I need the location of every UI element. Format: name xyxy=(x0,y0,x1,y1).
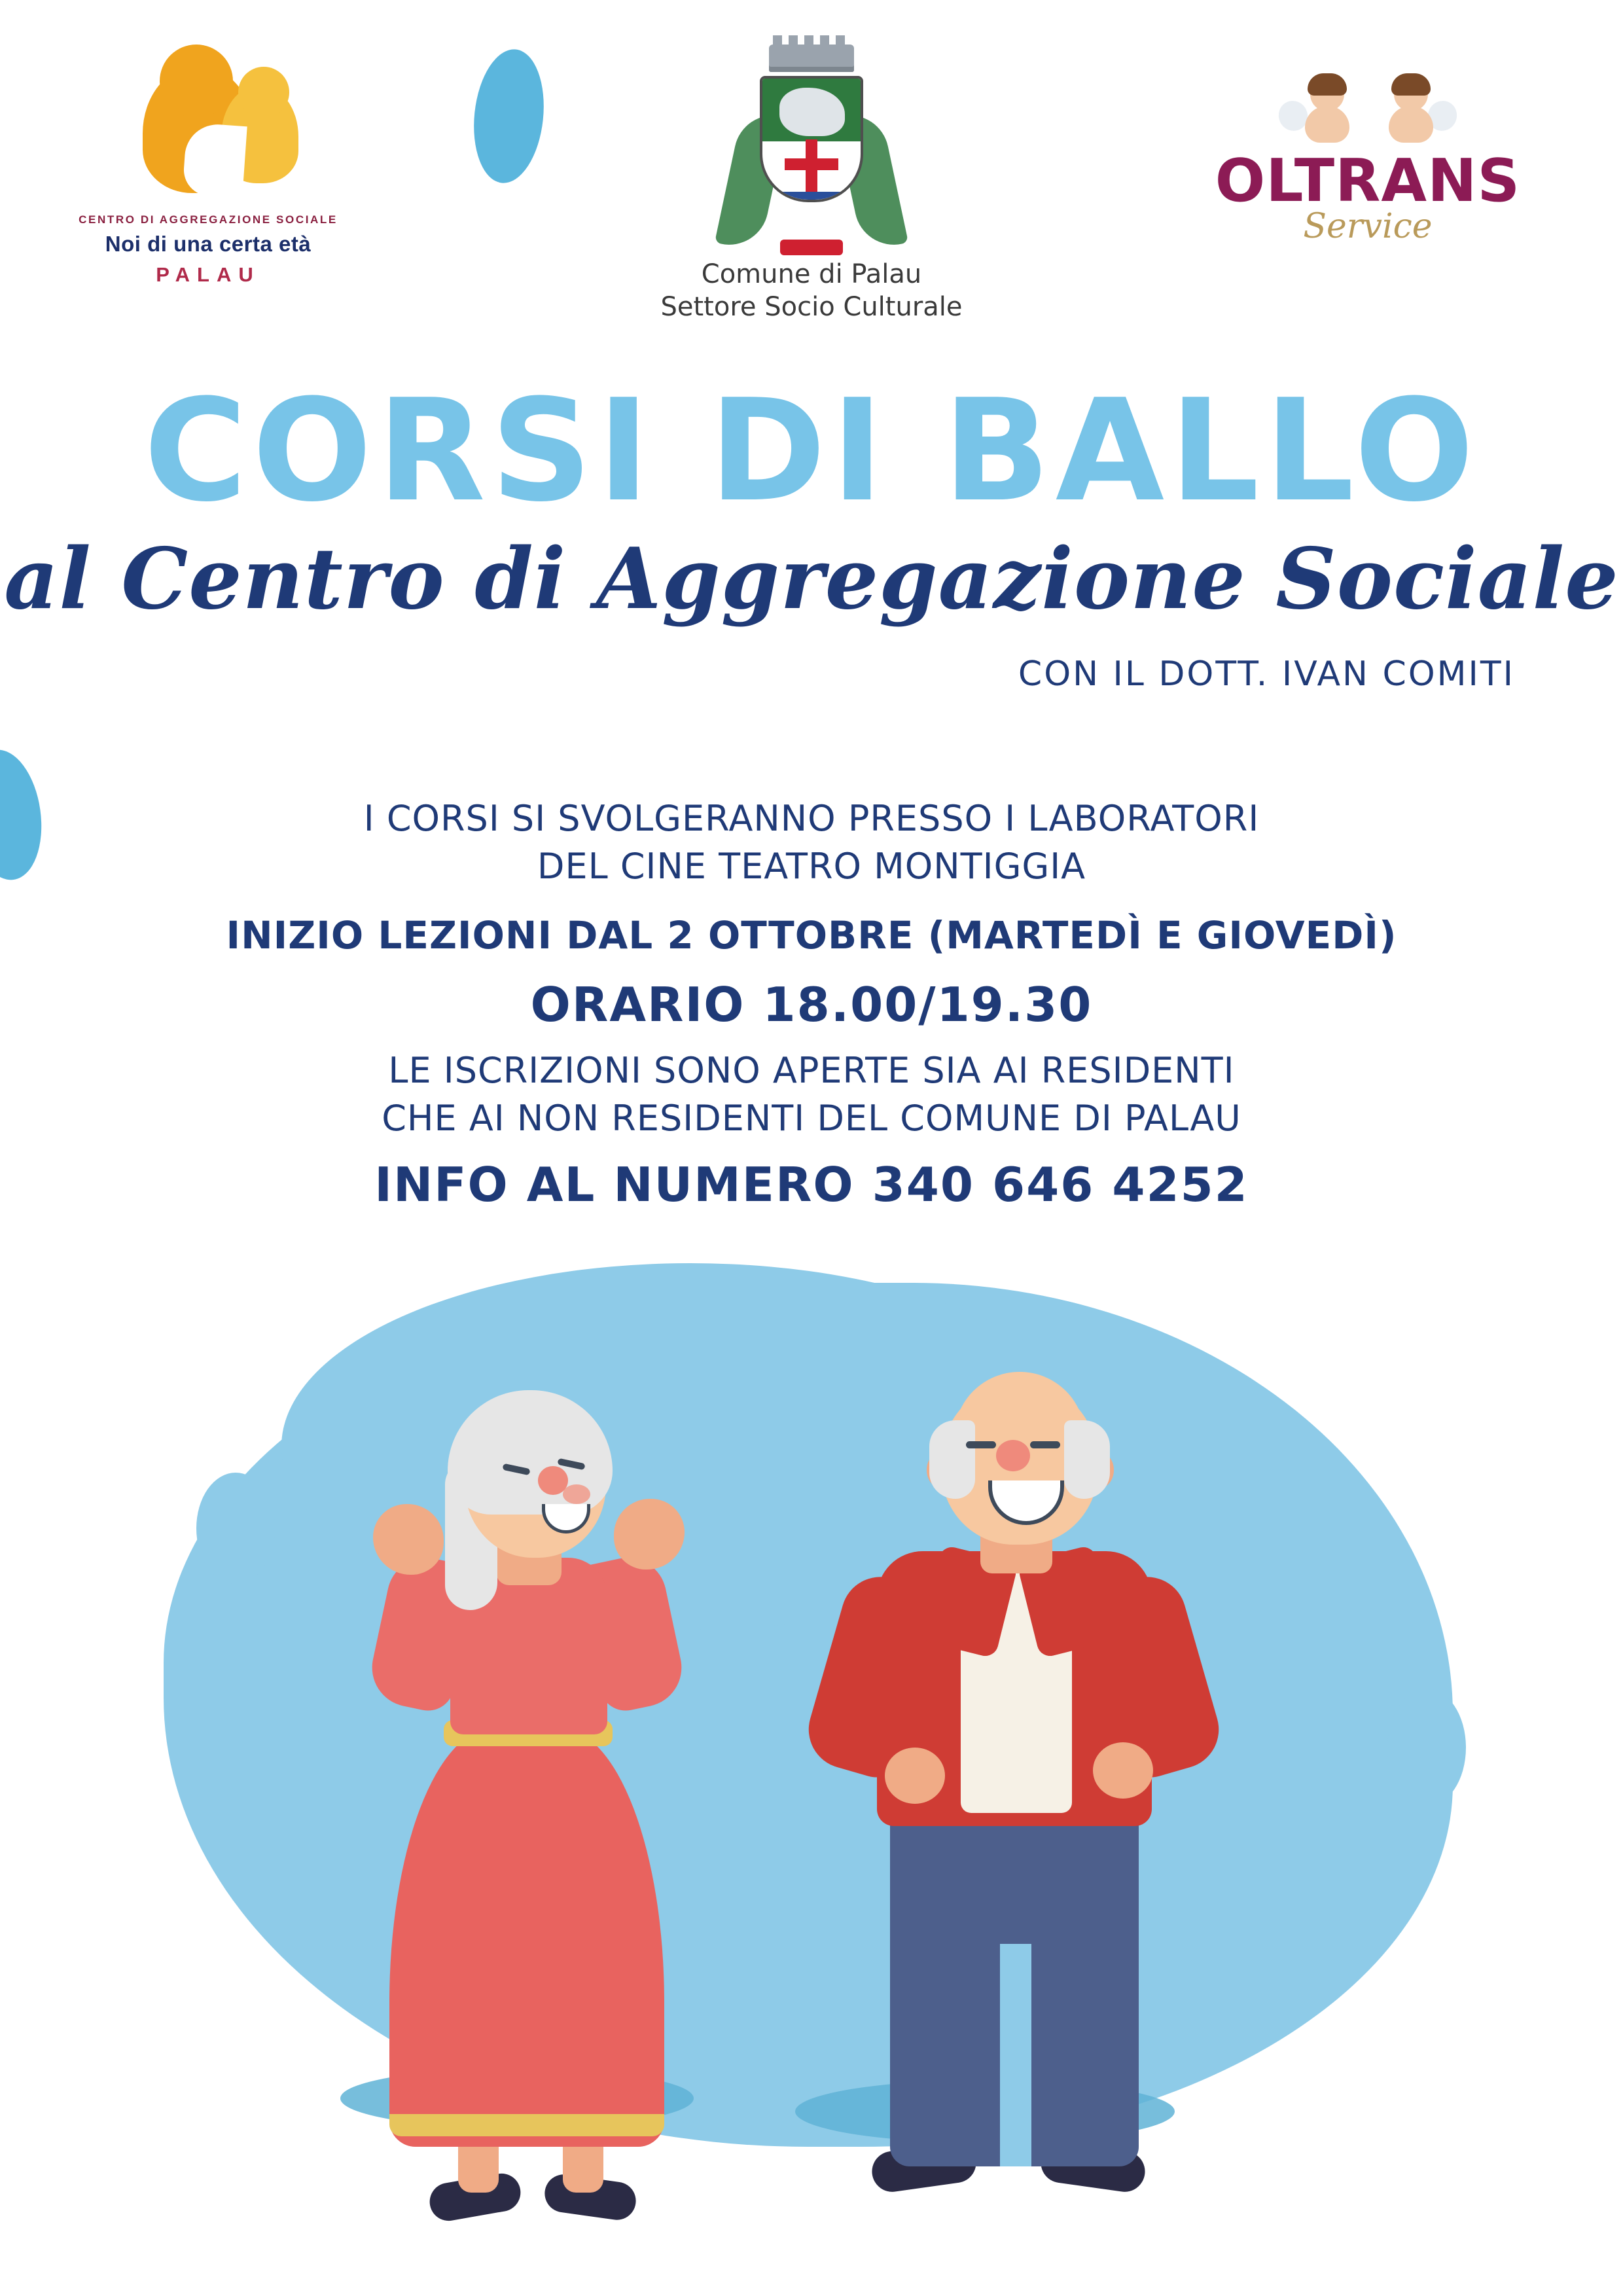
info-line-6: CHE AI NON RESIDENTI DEL COMUNE DI PALAU xyxy=(382,1097,1241,1139)
oltrans-service-script: Service xyxy=(1303,206,1433,246)
illustration-accent-blob-left xyxy=(196,1473,275,1584)
headline-block xyxy=(0,368,1623,694)
cas-logo-line2: Noi di una certa età xyxy=(105,232,312,256)
info-line-5: LE ISCRIZIONI SONO APERTE SIA AI RESIDENTI xyxy=(388,1050,1235,1092)
page-subtitle: al Centro di Aggregazione Sociale xyxy=(4,529,1619,628)
cas-logo-line3: PALAU xyxy=(156,263,260,286)
comune-line-2: Settore Socio Culturale xyxy=(660,292,963,322)
info-line-1: I CORSI SI SVOLGERANNO PRESSO I LABORATORI xyxy=(363,798,1260,839)
municipal-coat-of-arms-icon xyxy=(730,39,893,255)
info-block xyxy=(0,795,1623,1217)
two-cherubs-icon xyxy=(1270,65,1466,157)
info-line-2: DEL CINE TEATRO MONTIGGIA xyxy=(537,845,1086,887)
elderly-woman-dancing xyxy=(366,1361,733,2127)
instructor-credit: CON IL DOTT. IVAN COMITI xyxy=(1018,654,1515,694)
info-schedule: ORARIO 18.00/19.30 xyxy=(530,977,1093,1032)
comune-line-1: Comune di Palau xyxy=(701,259,922,289)
logo-centro-aggregazione-sociale xyxy=(71,46,346,287)
info-start-date: INIZIO LEZIONI DAL 2 OTTOBRE (MARTEDÌ E GIOVEDÌ) xyxy=(226,912,1397,958)
two-people-figures-icon xyxy=(116,46,300,209)
logo-comune-di-palau xyxy=(563,39,1060,323)
cas-logo-line1: CENTRO DI AGGREGAZIONE SOCIALE xyxy=(79,213,338,226)
oltrans-wordmark: OLTRANS xyxy=(1215,147,1521,215)
two-dancing-seniors-illustration xyxy=(0,1263,1623,2284)
illustration-accent-blob-right xyxy=(1387,1689,1466,1806)
elderly-man-dancing xyxy=(831,1342,1237,2134)
logo-oltrans-service xyxy=(1198,65,1538,246)
logo-row xyxy=(0,39,1623,340)
page-title: CORSI DI BALLO xyxy=(143,368,1480,533)
info-phone: INFO AL NUMERO 340 646 4252 xyxy=(374,1157,1249,1212)
